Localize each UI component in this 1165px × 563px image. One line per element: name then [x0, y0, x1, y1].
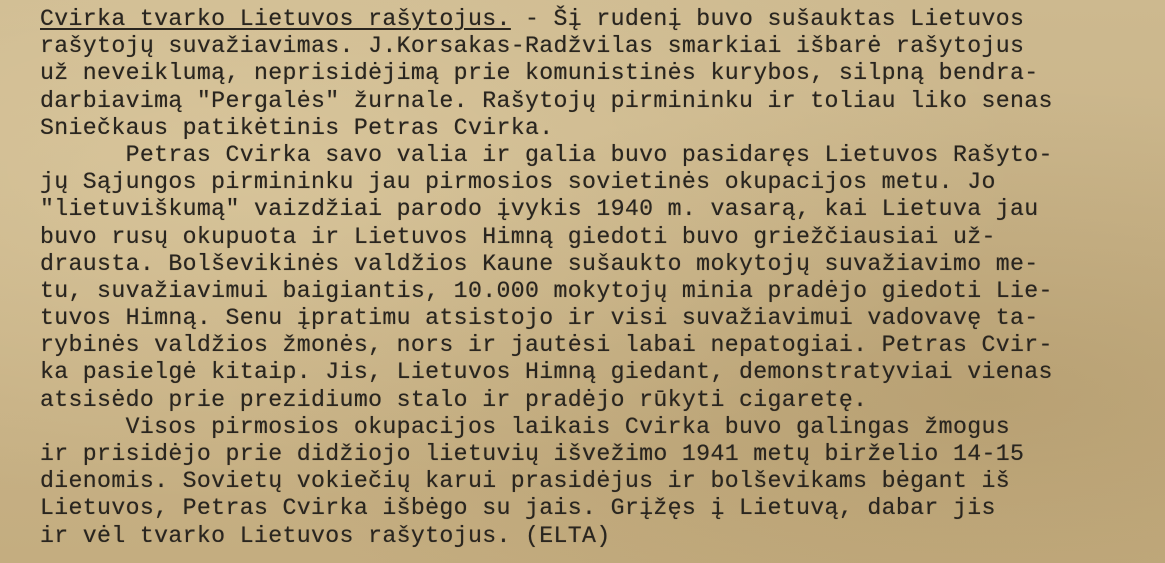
text-line-5: Sniečkaus patikėtinis Petras Cvirka.	[40, 114, 554, 141]
text-line-2: rašytojų suvažiavimas. J.Korsakas-Radžvilas smarkiai išbarė rašytojus	[40, 33, 1025, 60]
text-line-13: rybinės valdžios žmonės, nors ir jautėsi labai nepatogiai. Petras Cvir-	[40, 332, 1053, 359]
text-line-7: jų Sąjungos pirmininku jau pirmosios sovietinės okupacijos metu. Jo	[40, 169, 996, 196]
text-line-10: drausta. Bolševikinės valdžios Kaune sušaukto mokytojų suvažiavimo me-	[40, 250, 1039, 277]
text-line-12: tuvos Himną. Senu įpratimu atsistojo ir visi suvažiavimui vadovavę ta-	[40, 305, 1039, 332]
text-line-6: Petras Cvirka savo valia ir galia buvo pasidaręs Lietuvos Rašyto-	[40, 141, 1053, 168]
text-line-17: ir prisidėjo prie didžiojo lietuvių išvežimo 1941 metų birželio 14-15	[40, 441, 1025, 467]
text-line-15: atsisėdo prie prezidiumo stalo ir pradėjo rūkyti cigaretę.	[40, 386, 868, 413]
text-line-8: "lietuviškumą" vaizdžiai parodo įvykis 1940 m. vasarą, kai Lietuva jau	[40, 196, 1039, 223]
text-line-11: tu, suvažiavimui baigiantis, 10.000 mokytojų minia pradėjo giedoti Lie-	[40, 277, 1053, 304]
text-line-19: Lietuvos, Petras Cvirka išbėgo su jais. Grįžęs į Lietuvą, dabar jis	[40, 495, 996, 522]
text-line-18: dienomis. Sovietų vokiečių karui prasidėjus ir bolševikams bėgant iš	[40, 468, 1011, 495]
text-line-1	[40, 6, 1165, 33]
text-line-20: ir vėl tvarko Lietuvos rašytojus. (ELTA)	[40, 522, 611, 549]
text-line-9: buvo rusų okupuota ir Lietuvos Himną giedoti buvo griežčiausiai už-	[40, 223, 996, 250]
text-line-1-rest: - Šį rudenį buvo sušauktas Lietuvos	[510, 6, 1025, 32]
text-line-4: darbiavimą "Pergalės" žurnale. Rašytojų pirmininku ir toliau liko senas	[40, 87, 1053, 114]
text-line-14: ka pasielgė kitaip. Jis, Lietuvos Himną giedant, demonstratyviai vienas	[40, 359, 1053, 386]
text-line-16: Visos pirmosios okupacijos laikais Cvirka buvo galingas žmogus	[40, 413, 1011, 440]
text-line-3: už neveiklumą, neprisidėjimą prie komunistinės kurybos, silpną bendra-	[40, 60, 1039, 87]
article-title: Cvirka tvarko Lietuvos rašytojus.	[40, 6, 511, 32]
